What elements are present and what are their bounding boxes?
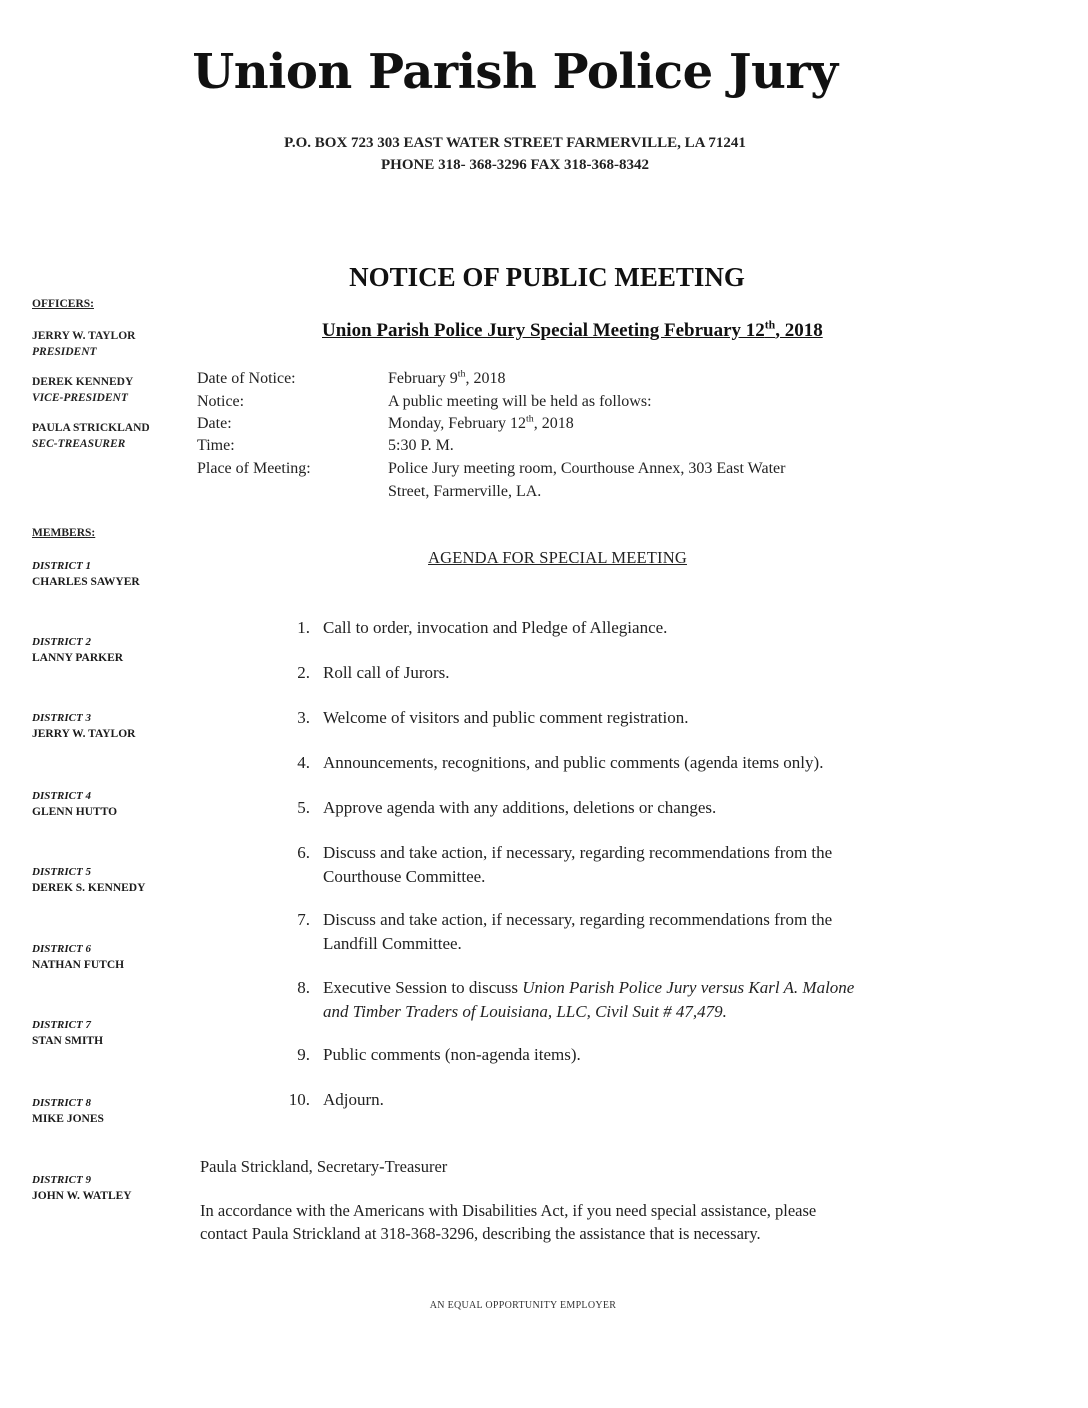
agenda-item: 10. Adjourn. <box>288 1090 384 1109</box>
notice-label: Notice: <box>197 393 245 410</box>
date-label: Date: <box>197 415 232 432</box>
agenda-item: 8. Executive Session to discuss Union Parish Police Jury versus Karl A. Malone and Timber Traders of Louisiana, LLC, Civil Suit # 47,479. <box>297 978 855 1021</box>
member-entry: DISTRICT 6 NATHAN FUTCH <box>32 943 125 971</box>
equal-opportunity-footer: AN EQUAL OPPORTUNITY EMPLOYER <box>429 1300 617 1311</box>
member-entry: DISTRICT 4 GLENN HUTTO <box>32 790 118 818</box>
officer-role: PRESIDENT <box>32 346 97 358</box>
organization-title: Union Parish Police Jury <box>192 44 838 100</box>
address-line: P.O. BOX 723 303 EAST WATER STREET FARMERVILLE, LA 71241 <box>284 135 746 151</box>
member-entry: DISTRICT 7 STAN SMITH <box>32 1019 104 1047</box>
place-label: Place of Meeting: <box>197 460 311 477</box>
time-label: Time: <box>197 437 235 454</box>
agenda-item: 5. Approve agenda with any additions, deletions or changes. <box>297 798 717 817</box>
date-of-notice-value: February 9th, 2018 <box>388 368 506 387</box>
signature-line: Paula Strickland, Secretary-Treasurer <box>200 1157 448 1176</box>
officer-role: SEC-TREASURER <box>32 438 126 450</box>
officer-name: JERRY W. TAYLOR <box>32 330 136 342</box>
agenda-item: 4. Announcements, recognitions, and public comments (agenda items only). <box>297 753 824 772</box>
ada-notice-line1: In accordance with the Americans with Disabilities Act, if you need special assistance, please <box>200 1201 817 1220</box>
date-of-notice-label: Date of Notice: <box>197 370 296 387</box>
agenda-item: 2. Roll call of Jurors. <box>297 663 450 682</box>
member-entry: DISTRICT 1 CHARLES SAWYER <box>32 560 140 588</box>
special-meeting-heading: Union Parish Police Jury Special Meeting February 12th, 2018 <box>322 318 823 341</box>
agenda-item: 1. Call to order, invocation and Pledge of Allegiance. <box>297 618 668 637</box>
notice-value: A public meeting will be held as follows: <box>388 393 652 410</box>
member-entry: DISTRICT 8 MIKE JONES <box>32 1097 104 1125</box>
ada-notice-line2: contact Paula Strickland at 318-368-3296, describing the assistance that is necessary. <box>200 1224 761 1243</box>
member-entry: DISTRICT 2 LANNY PARKER <box>32 636 124 664</box>
agenda-item: 3. Welcome of visitors and public comment registration. <box>297 708 689 727</box>
member-entry: DISTRICT 9 JOHN W. WATLEY <box>32 1174 132 1202</box>
officer-name: DEREK KENNEDY <box>32 376 134 388</box>
agenda-title: AGENDA FOR SPECIAL MEETING <box>428 548 687 567</box>
date-value: Monday, February 12th, 2018 <box>388 413 574 432</box>
member-entry: DISTRICT 3 JERRY W. TAYLOR <box>32 712 136 740</box>
notice-heading: NOTICE OF PUBLIC MEETING <box>349 262 745 292</box>
officers-heading: OFFICERS: <box>32 298 94 310</box>
member-entry: DISTRICT 5 DEREK S. KENNEDY <box>32 866 146 894</box>
members-heading: MEMBERS: <box>32 527 96 539</box>
officer-name: PAULA STRICKLAND <box>32 422 150 434</box>
place-value-line1: Police Jury meeting room, Courthouse Annex, 303 East Water <box>388 460 786 477</box>
place-value-line2: Street, Farmerville, LA. <box>388 483 542 500</box>
agenda-item: 7. Discuss and take action, if necessary, regarding recommendations from the Landfill Committee. <box>297 910 833 953</box>
time-value: 5:30 P. M. <box>388 437 454 454</box>
phone-fax-line: PHONE 318- 368-3296 FAX 318-368-8342 <box>380 157 650 173</box>
agenda-item: 6. Discuss and take action, if necessary, regarding recommendations from the Courthouse Committee. <box>297 843 833 886</box>
agenda-item: 9. Public comments (non-agenda items). <box>297 1045 581 1064</box>
officer-role: VICE-PRESIDENT <box>32 392 128 404</box>
